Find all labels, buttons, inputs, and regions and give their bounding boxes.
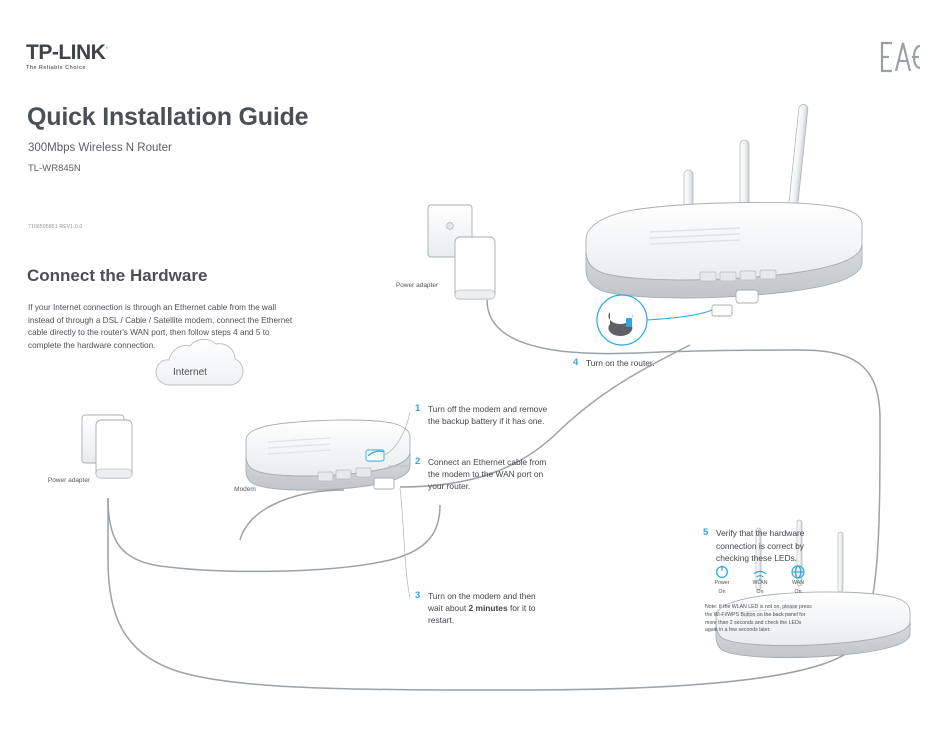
step-5-number: 5 bbox=[703, 527, 709, 538]
page-title: Quick Installation Guide bbox=[27, 103, 309, 131]
led-power-state: On bbox=[718, 589, 726, 595]
step-4-number: 4 bbox=[573, 357, 579, 368]
logo-wordmark: TP-LINK· bbox=[26, 41, 109, 64]
step-5 bbox=[703, 527, 824, 565]
step-2-number: 2 bbox=[415, 456, 421, 467]
step-1 bbox=[415, 403, 548, 427]
tp-link-logo bbox=[26, 42, 108, 71]
led-note: Note: If the WLAN LED is not on, please press the Wi-Fi/WPS Button on the back panel for more than 2 seconds and check the LEDs again in a few seconds later. bbox=[705, 604, 812, 634]
led-wan-name: WAN bbox=[792, 580, 804, 586]
caption-power-adapter-top: Power adapter bbox=[395, 282, 439, 289]
section-heading: Connect the Hardware bbox=[27, 266, 208, 285]
logo-tagline: The Reliable Choice bbox=[26, 65, 86, 71]
step-3-text-a: Turn on the modem and then wait about bbox=[428, 591, 536, 614]
label-internet: Internet bbox=[173, 367, 207, 378]
led-wlan-name: WLAN bbox=[752, 580, 768, 586]
step-2 bbox=[415, 456, 552, 493]
led-power-name: Power bbox=[714, 580, 730, 586]
step-1-text: Turn off the modem and remove the backup battery if it has one. bbox=[428, 404, 548, 427]
caption-modem: Modem bbox=[234, 486, 256, 493]
step-2-text: Connect an Ethernet cable from the modem to the WAN port on your router. bbox=[428, 457, 547, 492]
led-wlan-state: On bbox=[756, 589, 764, 595]
step-4-text: Turn on the router. bbox=[586, 358, 655, 368]
step-5-text: Verify that the hardware connection is correct by checking these LEDs. bbox=[716, 528, 805, 564]
logo-dot: · bbox=[105, 43, 109, 54]
step-3-number: 3 bbox=[415, 590, 421, 601]
step-3-bold: 2 minutes bbox=[468, 603, 508, 614]
caption-power-adapter-left: Power adapter bbox=[47, 477, 91, 484]
step-1-number: 1 bbox=[415, 403, 421, 414]
step-4 bbox=[573, 357, 726, 369]
page-subtitle: 300Mbps Wireless N Router bbox=[28, 142, 172, 154]
step-3-text-b: for it to restart. bbox=[428, 603, 536, 626]
led-wan-state: On bbox=[794, 589, 802, 595]
eac-certification-mark bbox=[878, 40, 922, 74]
section-intro: If your Internet connection is through an Ethernet cable from the wall instead of through a DSL / Cable / Satellite modem, connect the Ethernet cable directly to the router's WAN port, then follow steps 4 and 5 to complete the hardware connection. bbox=[28, 303, 293, 351]
revision-code: 7106505851 REV1.0.0 bbox=[28, 224, 83, 230]
step-3 bbox=[415, 590, 550, 627]
model-number: TL-WR845N bbox=[28, 163, 81, 174]
